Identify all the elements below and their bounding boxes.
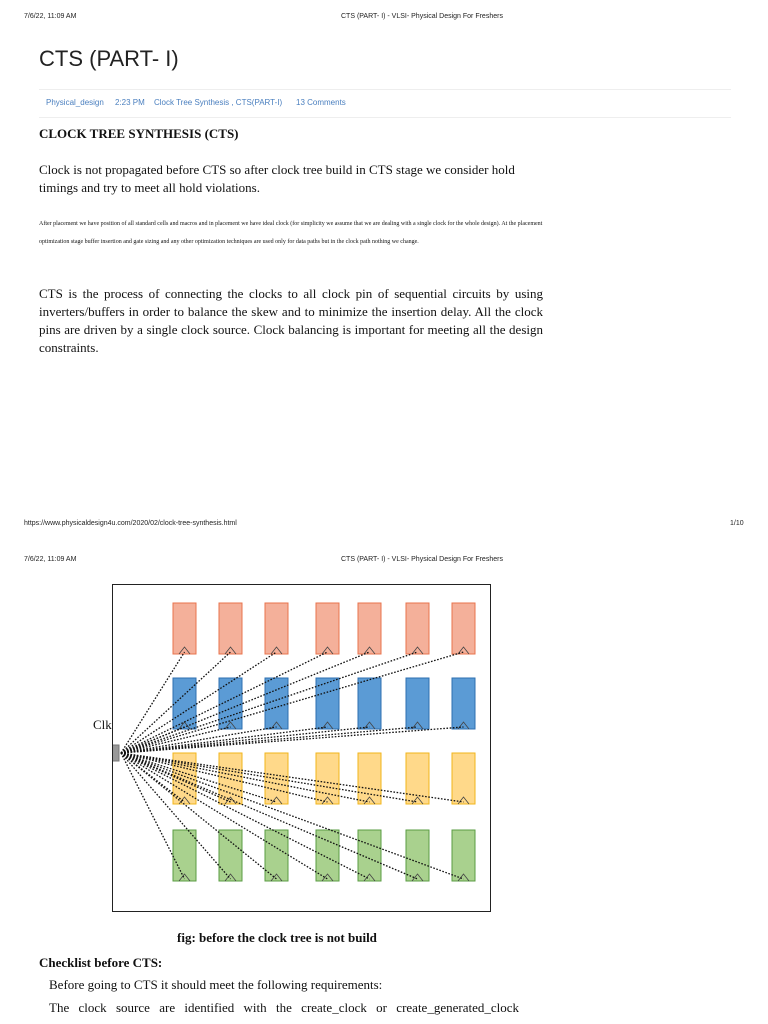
paragraph-1: Clock is not propagated before CTS so after clock tree build in CTS stage we consider hold timings and try to meet all hold violations.	[39, 162, 515, 195]
divider	[39, 117, 731, 118]
flipflop-green-2	[219, 830, 242, 881]
flipflop-blue-3	[265, 678, 288, 729]
flipflop-orange-2	[219, 603, 242, 654]
clock-figure	[112, 584, 491, 912]
flipflop-green-1	[173, 830, 196, 881]
flipflop-blue-7	[452, 678, 475, 729]
post-time: 2:23 PM	[115, 98, 145, 107]
flipflop-orange-4	[316, 603, 339, 654]
print-header-title: CTS (PART- I) - VLSI- Physical Design For Freshers	[341, 13, 503, 20]
clock-source	[113, 745, 119, 761]
flipflop-blue-5	[358, 678, 381, 729]
print-date: 7/6/22, 11:09 AM	[24, 556, 77, 563]
flipflop-blue-6	[406, 678, 429, 729]
footer-page-number: 1/10	[730, 520, 744, 527]
section-heading: CLOCK TREE SYNTHESIS (CTS)	[39, 126, 239, 141]
flipflop-orange-6	[406, 603, 429, 654]
category-link[interactable]: Physical_design	[46, 98, 104, 107]
flipflop-green-3	[265, 830, 288, 881]
flipflop-green-5	[358, 830, 381, 881]
checklist-heading: Checklist before CTS:	[39, 955, 163, 970]
clock-net-line	[121, 753, 277, 802]
clk-label: Clk	[93, 717, 112, 732]
print-header-title: CTS (PART- I) - VLSI- Physical Design For Freshers	[341, 556, 503, 563]
flipflop-orange-3	[265, 603, 288, 654]
clock-diagram	[113, 585, 490, 911]
labels-link[interactable]: Clock Tree Synthesis , CTS(PART-I)	[154, 98, 283, 107]
flipflop-orange-1	[173, 603, 196, 654]
flipflop-green-7	[452, 830, 475, 881]
clock-net-line	[121, 652, 277, 753]
flipflop-yellow-4	[316, 753, 339, 804]
divider	[39, 89, 731, 90]
figure-caption: fig: before the clock tree is not build	[177, 930, 377, 945]
paragraph-2: CTS is the process of connecting the clocks to all clock pin of sequential circuits by using inverters/buffers in order to balance the skew and to minimize the insertion delay. All the clock pins are driven by a single clock source. Clock balancing is important for meeting all the design constraints.	[39, 286, 543, 355]
print-date: 7/6/22, 11:09 AM	[24, 13, 77, 20]
flipflop-green-6	[406, 830, 429, 881]
flipflop-orange-7	[452, 603, 475, 654]
footer-url: https://www.physicaldesign4u.com/2020/02/clock-tree-synthesis.html	[24, 520, 237, 527]
page-title: CTS (PART- I)	[39, 46, 179, 71]
paragraph-small: After placement we have position of all standard cells and macros and in placement we have ideal clock (for simplicity we assume that we are dealing with a single clock for the whole design). At the placement optimization stage buffer insertion and gate sizing and any other optimization techniques are used only for data paths but in the clock path nothing we change.	[39, 221, 543, 245]
clock-net-line	[121, 727, 464, 753]
flipflop-yellow-7	[452, 753, 475, 804]
comments-link[interactable]: 13 Comments	[296, 98, 346, 107]
paragraph-4: The clock source are identified with the create_clock or create_generated_clock	[49, 1000, 519, 1015]
paragraph-3: Before going to CTS it should meet the following requirements:	[49, 977, 383, 992]
flipflop-yellow-5	[358, 753, 381, 804]
flipflop-orange-5	[358, 603, 381, 654]
